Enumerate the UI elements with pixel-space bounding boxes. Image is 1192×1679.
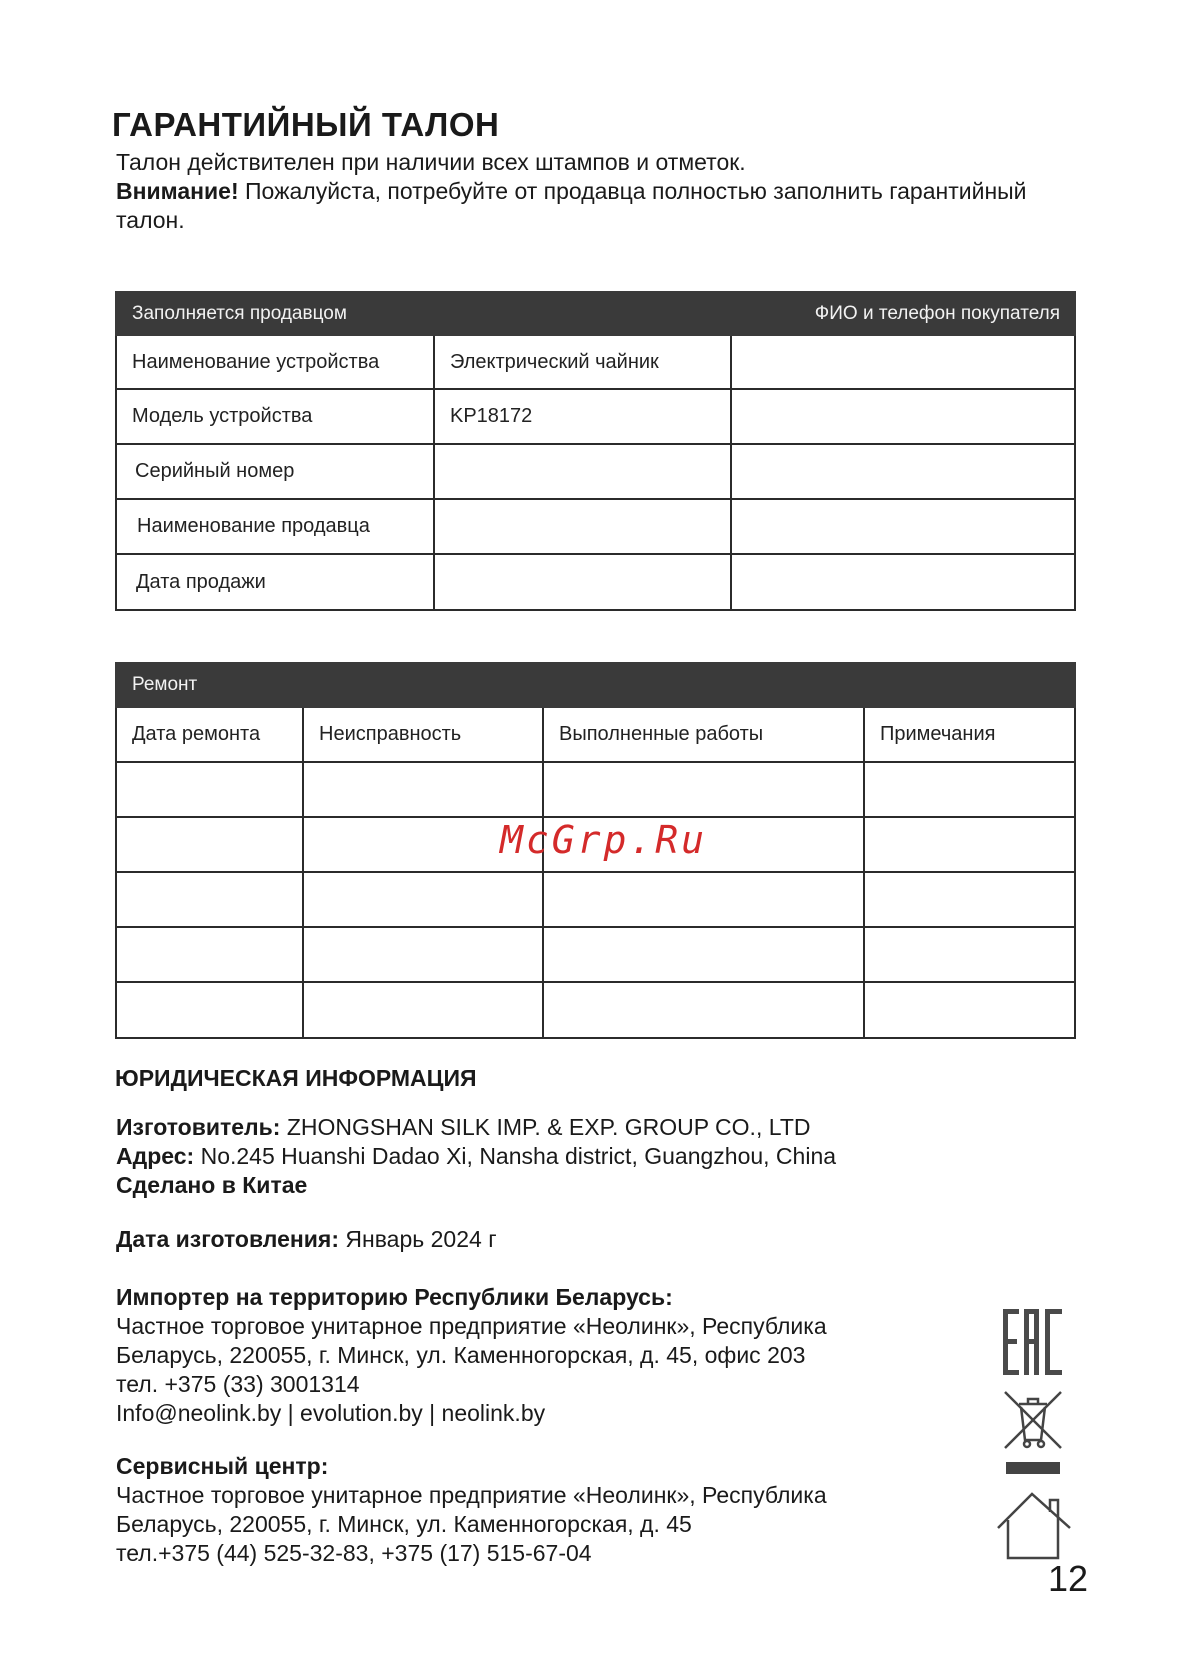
attention-text: Пожалуйста, потребуйте от продавца полностью заполнить гарантийный талон. bbox=[116, 178, 1027, 233]
importer-label: Импортер на территорию Республики Беларусь: bbox=[116, 1284, 673, 1310]
row-value[interactable] bbox=[434, 444, 731, 499]
address-label: Адрес: bbox=[116, 1143, 195, 1169]
service-label: Сервисный центр: bbox=[116, 1453, 329, 1479]
service-line1: Частное торговое унитарное предприятие «Неолинк», Республика bbox=[116, 1482, 827, 1508]
table-row bbox=[116, 872, 1075, 927]
repair-cell[interactable] bbox=[864, 817, 1075, 872]
repair-cell[interactable] bbox=[116, 982, 303, 1038]
seller-table-header bbox=[116, 292, 1075, 335]
repair-cell[interactable] bbox=[864, 762, 1075, 817]
repair-cell[interactable] bbox=[543, 872, 864, 927]
repair-cell[interactable] bbox=[116, 927, 303, 982]
table-row bbox=[116, 762, 1075, 817]
table-row bbox=[116, 927, 1075, 982]
buyer-cell[interactable] bbox=[731, 499, 1075, 554]
buyer-cell[interactable] bbox=[731, 389, 1075, 444]
repair-cell[interactable] bbox=[543, 982, 864, 1038]
row-label: Наименование устройства bbox=[116, 335, 434, 389]
production-date-block bbox=[116, 1225, 976, 1254]
row-label: Серийный номер bbox=[116, 444, 434, 499]
intro-line1: Талон действителен при наличии всех штампов и отметок. bbox=[116, 149, 746, 175]
repair-cell[interactable] bbox=[116, 872, 303, 927]
intro-text bbox=[116, 148, 1076, 235]
made-in-text: Сделано в Китае bbox=[116, 1172, 308, 1198]
repair-cell[interactable] bbox=[303, 982, 543, 1038]
seller-table bbox=[115, 291, 1076, 611]
row-value[interactable]: KP18172 bbox=[434, 389, 731, 444]
row-label: Дата продажи bbox=[116, 554, 434, 610]
eac-mark-icon bbox=[1000, 1307, 1068, 1377]
row-label: Наименование продавца bbox=[116, 499, 434, 554]
repair-cell[interactable] bbox=[303, 927, 543, 982]
repair-table-header bbox=[116, 663, 1075, 707]
weee-bar bbox=[1006, 1462, 1060, 1474]
manufacturer-label: Изготовитель: bbox=[116, 1114, 281, 1140]
repair-cell[interactable] bbox=[116, 817, 303, 872]
service-phone: тел.+375 (44) 525-32-83, +375 (17) 515-67-04 bbox=[116, 1540, 592, 1566]
column-header: Выполненные работы bbox=[543, 707, 864, 762]
table-row bbox=[116, 982, 1075, 1038]
row-label: Модель устройства bbox=[116, 389, 434, 444]
production-date-value: Январь 2024 г bbox=[339, 1226, 497, 1252]
crossed-bin-icon bbox=[1001, 1388, 1065, 1452]
table-row bbox=[116, 444, 1075, 499]
table-row bbox=[116, 499, 1075, 554]
seller-header-left: Заполняется продавцом bbox=[116, 292, 731, 335]
service-block bbox=[116, 1452, 976, 1568]
importer-block bbox=[116, 1283, 976, 1428]
repair-cell[interactable] bbox=[864, 982, 1075, 1038]
buyer-cell[interactable] bbox=[731, 335, 1075, 389]
repair-cell[interactable] bbox=[543, 927, 864, 982]
importer-phone: тел. +375 (33) 3001314 bbox=[116, 1371, 360, 1397]
importer-web: Info@neolink.by | evolution.by | neolink.by bbox=[116, 1400, 546, 1426]
address-text: No.245 Huanshi Dadao Xi, Nansha district, Guangzhou, China bbox=[194, 1143, 837, 1169]
service-line2: Беларусь, 220055, г. Минск, ул. Каменногорская, д. 45 bbox=[116, 1511, 692, 1537]
row-value[interactable]: Электрический чайник bbox=[434, 335, 731, 389]
attention-label: Внимание! bbox=[116, 178, 239, 204]
repair-cell[interactable] bbox=[864, 872, 1075, 927]
manufacturer-name: ZHONGSHAN SILK IMP. & EXP. GROUP CO., LTD bbox=[280, 1114, 811, 1140]
importer-line2: Беларусь, 220055, г. Минск, ул. Каменногорская, д. 45, офис 203 bbox=[116, 1342, 806, 1368]
legal-heading: ЮРИДИЧЕСКАЯ ИНФОРМАЦИЯ bbox=[115, 1065, 477, 1091]
manufacturer-block bbox=[116, 1113, 976, 1200]
house-icon bbox=[994, 1490, 1074, 1562]
repair-header: Ремонт bbox=[116, 663, 1075, 707]
production-date-label: Дата изготовления: bbox=[116, 1226, 340, 1252]
repair-cell[interactable] bbox=[303, 762, 543, 817]
seller-header-right: ФИО и телефон покупателя bbox=[731, 292, 1075, 335]
buyer-cell[interactable] bbox=[731, 444, 1075, 499]
table-row bbox=[116, 335, 1075, 389]
row-value[interactable] bbox=[434, 554, 731, 610]
repair-cell[interactable] bbox=[864, 927, 1075, 982]
repair-cell[interactable] bbox=[116, 762, 303, 817]
page-title: ГАРАНТИЙНЫЙ ТАЛОН bbox=[112, 106, 500, 143]
row-value[interactable] bbox=[434, 499, 731, 554]
column-header: Неисправность bbox=[303, 707, 543, 762]
page-number: 12 bbox=[1048, 1558, 1089, 1599]
importer-line1: Частное торговое унитарное предприятие «Неолинк», Республика bbox=[116, 1313, 827, 1339]
repair-cell[interactable] bbox=[303, 872, 543, 927]
table-row bbox=[116, 389, 1075, 444]
column-header: Дата ремонта bbox=[116, 707, 303, 762]
column-header: Примечания bbox=[864, 707, 1075, 762]
repair-columns-row bbox=[116, 707, 1075, 762]
table-row bbox=[116, 554, 1075, 610]
watermark-text: McGrp.Ru bbox=[500, 818, 708, 862]
buyer-cell[interactable] bbox=[731, 554, 1075, 610]
repair-cell[interactable] bbox=[543, 762, 864, 817]
